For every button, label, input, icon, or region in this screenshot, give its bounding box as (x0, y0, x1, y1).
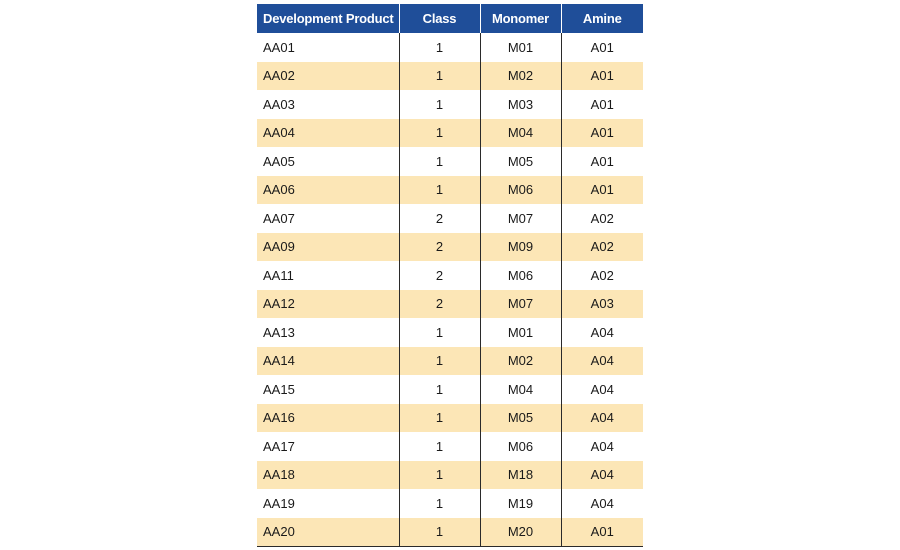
cell-class: 1 (399, 90, 480, 119)
cell-amine: A02 (561, 204, 643, 233)
cell-monomer: M04 (480, 119, 561, 148)
product-table (257, 4, 643, 547)
cell-class: 1 (399, 461, 480, 490)
cell-amine: A01 (561, 62, 643, 91)
table-row (257, 489, 643, 518)
cell-development-product: AA20 (257, 518, 399, 547)
cell-monomer: M06 (480, 261, 561, 290)
table-row (257, 90, 643, 119)
table-row (257, 461, 643, 490)
cell-amine: A01 (561, 33, 643, 62)
cell-amine: A01 (561, 518, 643, 547)
cell-monomer: M06 (480, 176, 561, 205)
cell-amine: A04 (561, 404, 643, 433)
table-row (257, 33, 643, 62)
cell-development-product: AA17 (263, 438, 295, 454)
header-monomer: Monomer (480, 4, 561, 33)
cell-amine: A02 (561, 261, 643, 290)
cell-amine: A04 (561, 318, 643, 347)
table-row (257, 261, 643, 290)
cell-monomer: M02 (480, 62, 561, 91)
cell-development-product: AA12 (257, 290, 399, 319)
table-row (257, 404, 643, 433)
table-row (257, 318, 643, 347)
cell-development-product: AA14 (257, 347, 399, 376)
table-header (257, 4, 643, 33)
cell-development-product: AA01 (263, 39, 295, 55)
cell-class: 2 (399, 290, 480, 319)
table-row (257, 147, 643, 176)
cell-class: 1 (399, 404, 480, 433)
cell-monomer: M09 (480, 233, 561, 262)
cell-amine: A01 (561, 90, 643, 119)
cell-development-product: AA06 (257, 176, 399, 205)
cell-class: 1 (399, 518, 480, 547)
table-body (257, 33, 643, 547)
table-row (257, 518, 643, 547)
cell-class: 1 (399, 33, 480, 62)
cell-development-product: AA09 (257, 233, 399, 262)
cell-amine: A01 (561, 147, 643, 176)
cell-monomer: M02 (480, 347, 561, 376)
table-row (257, 347, 643, 376)
cell-monomer: M05 (480, 147, 561, 176)
header-row (257, 4, 643, 33)
cell-development-product: AA16 (257, 404, 399, 433)
cell-class: 2 (399, 233, 480, 262)
cell-monomer: M05 (480, 404, 561, 433)
table-row (257, 62, 643, 91)
cell-class: 1 (399, 176, 480, 205)
cell-amine: A04 (561, 375, 643, 404)
cell-development-product: AA03 (263, 96, 295, 112)
cell-monomer: M07 (480, 204, 561, 233)
cell-class: 1 (399, 62, 480, 91)
cell-class: 1 (399, 375, 480, 404)
table-row (257, 375, 643, 404)
cell-monomer: M01 (480, 33, 561, 62)
cell-amine: A03 (561, 290, 643, 319)
cell-amine: A01 (561, 119, 643, 148)
cell-amine: A04 (561, 432, 643, 461)
cell-development-product: AA02 (257, 62, 399, 91)
cell-class: 1 (399, 318, 480, 347)
cell-monomer: M03 (480, 90, 561, 119)
cell-amine: A04 (561, 347, 643, 376)
cell-monomer: M06 (480, 432, 561, 461)
cell-development-product: AA11 (263, 267, 294, 283)
table-row (257, 119, 643, 148)
cell-monomer: M18 (480, 461, 561, 490)
cell-monomer: M19 (480, 489, 561, 518)
cell-development-product: AA05 (263, 153, 295, 169)
cell-amine: A02 (561, 233, 643, 262)
cell-monomer: M04 (480, 375, 561, 404)
header-class: Class (399, 4, 480, 33)
header-development-product: Development Product (257, 4, 399, 33)
product-table-container (257, 4, 643, 547)
cell-class: 2 (399, 261, 480, 290)
cell-development-product: AA19 (263, 495, 295, 511)
header-amine: Amine (561, 4, 643, 33)
table-row (257, 290, 643, 319)
cell-class: 1 (399, 147, 480, 176)
cell-class: 1 (399, 489, 480, 518)
cell-amine: A01 (561, 176, 643, 205)
table-row (257, 432, 643, 461)
cell-monomer: M01 (480, 318, 561, 347)
cell-development-product: AA15 (263, 381, 295, 397)
cell-amine: A04 (561, 461, 643, 490)
cell-monomer: M20 (480, 518, 561, 547)
cell-class: 2 (399, 204, 480, 233)
cell-development-product: AA13 (263, 324, 295, 340)
cell-class: 1 (399, 432, 480, 461)
table-row (257, 176, 643, 205)
table-row (257, 204, 643, 233)
cell-development-product: AA07 (263, 210, 295, 226)
cell-development-product: AA18 (257, 461, 399, 490)
cell-monomer: M07 (480, 290, 561, 319)
table-row (257, 233, 643, 262)
cell-class: 1 (399, 347, 480, 376)
cell-class: 1 (399, 119, 480, 148)
cell-amine: A04 (561, 489, 643, 518)
cell-development-product: AA04 (257, 119, 399, 148)
